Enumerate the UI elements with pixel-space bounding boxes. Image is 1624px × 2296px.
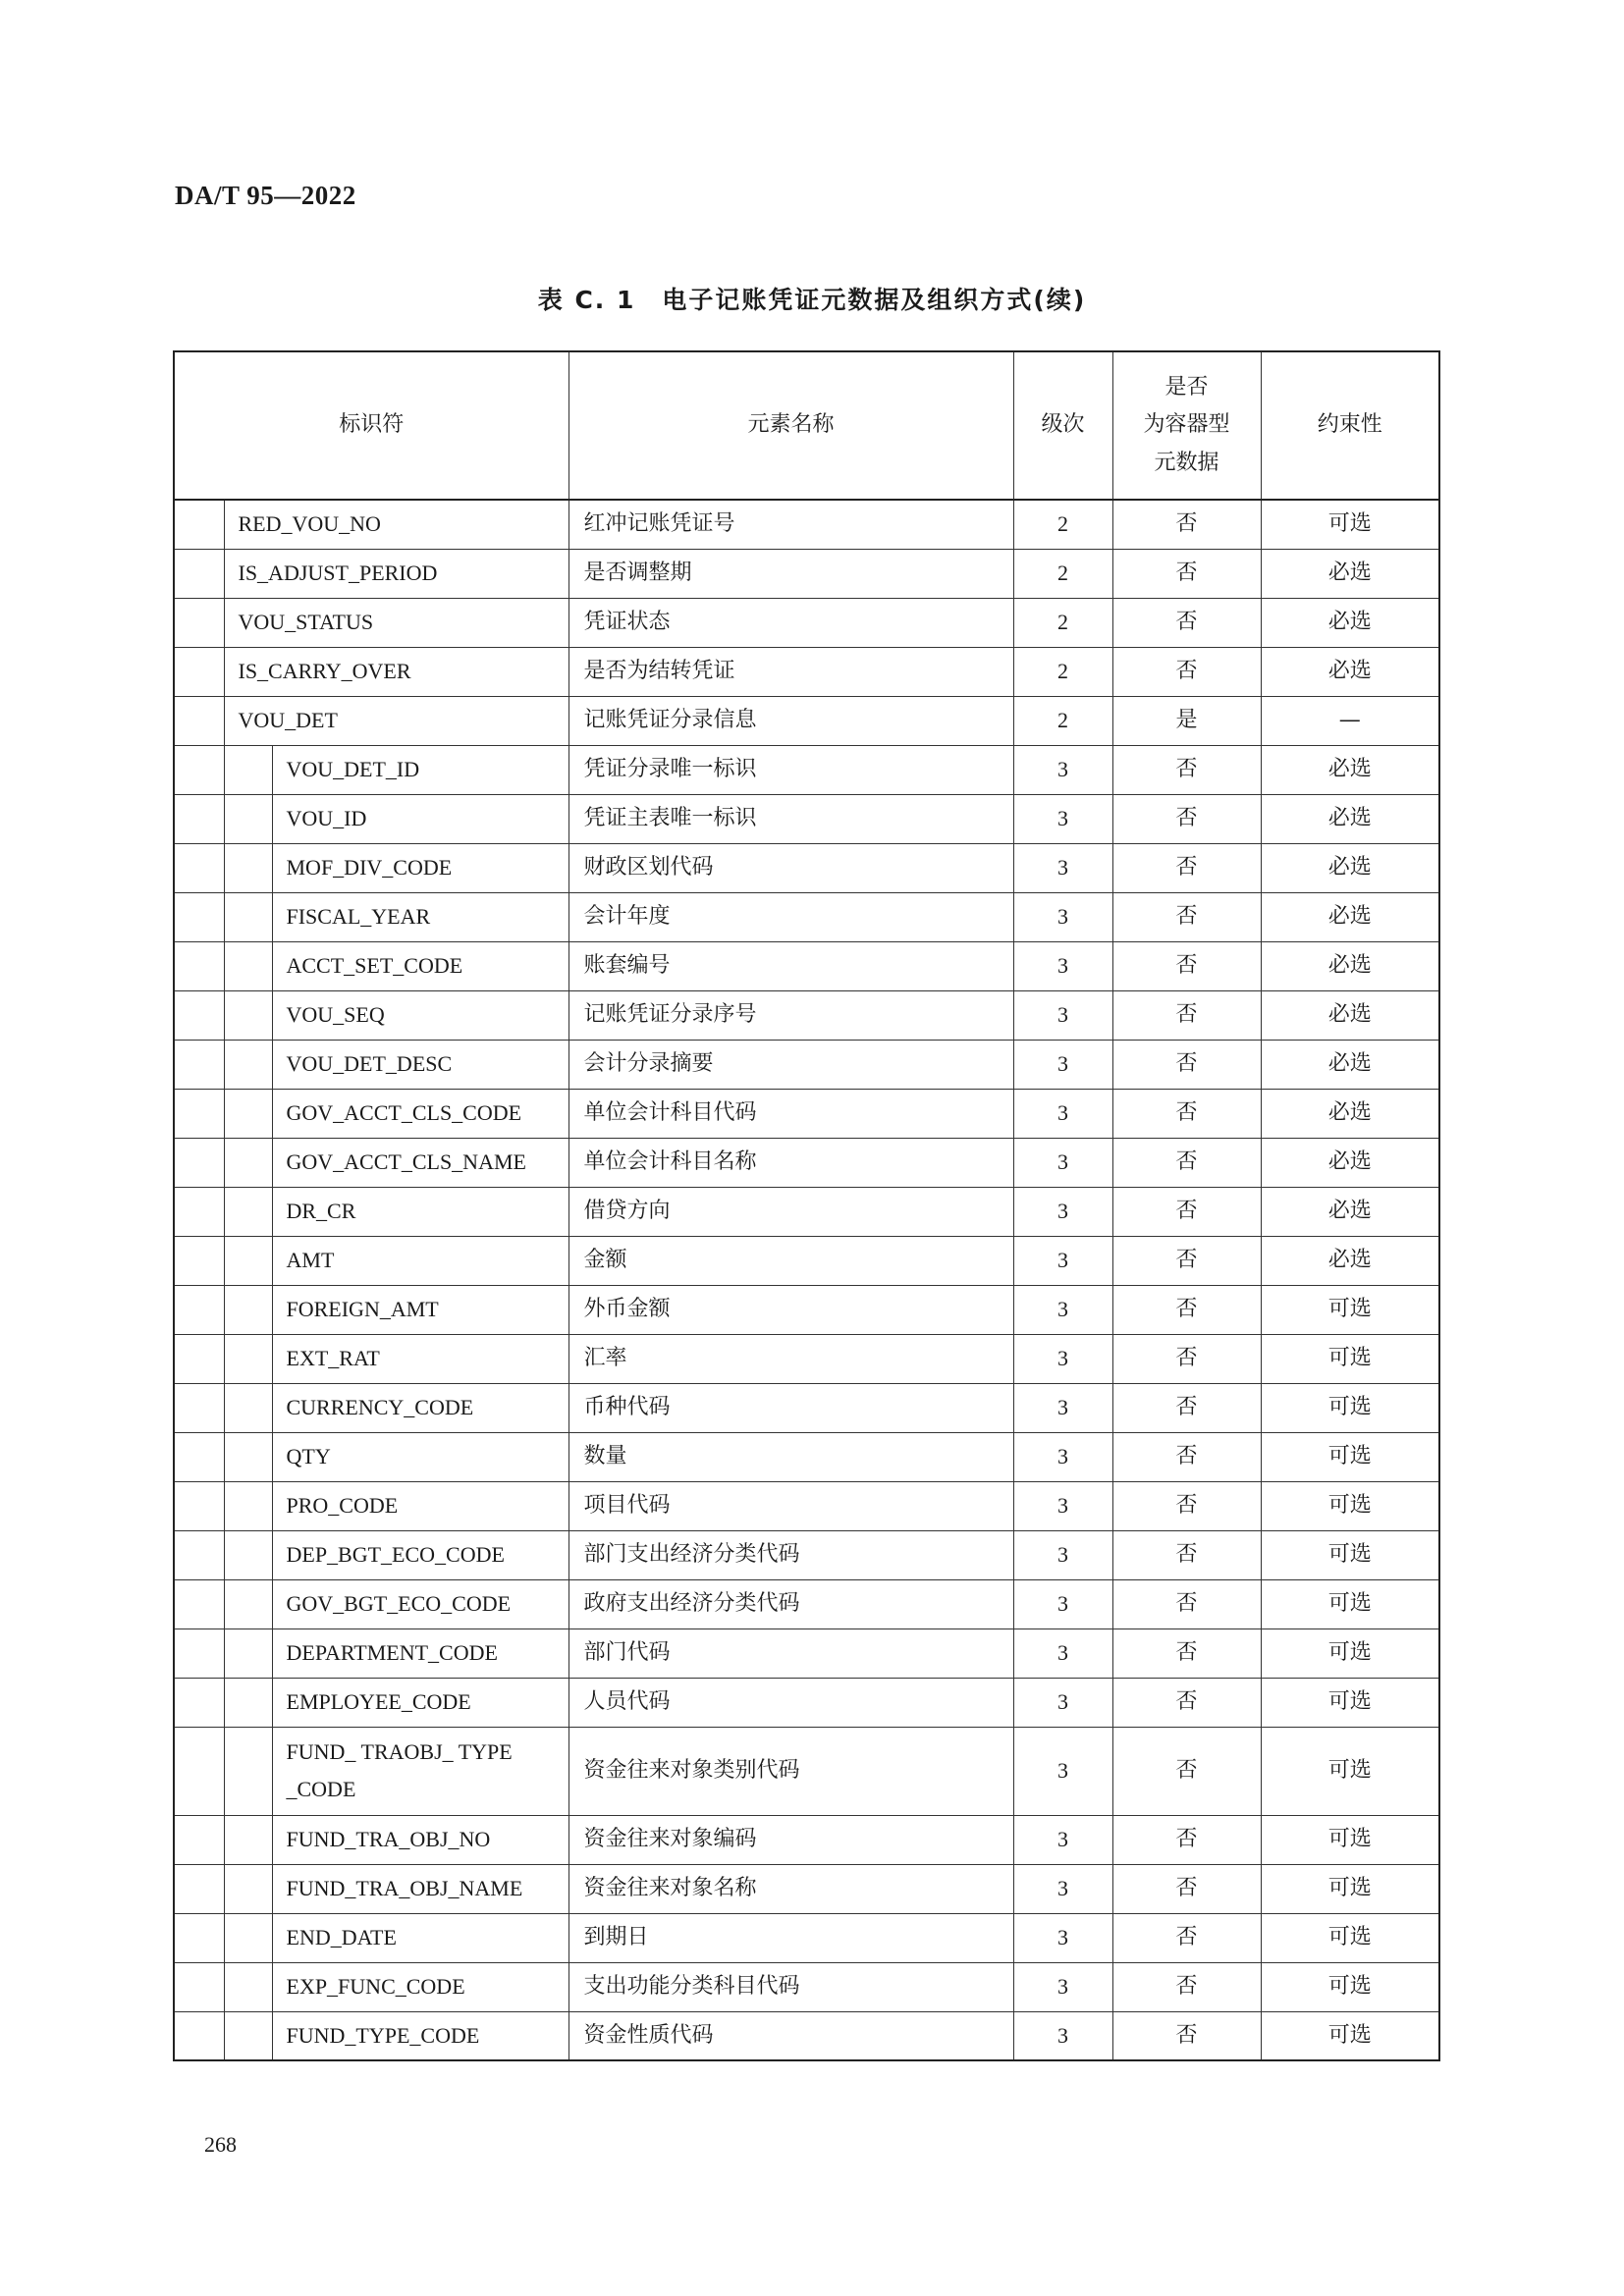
container-cell: 否	[1112, 843, 1261, 892]
header-container-line: 为容器型	[1143, 412, 1230, 438]
element-name-cell: 资金往来对象类别代码	[568, 1727, 1013, 1815]
container-cell: 否	[1112, 794, 1261, 843]
table-row	[174, 843, 1439, 892]
element-name-cell: 记账凭证分录信息	[568, 696, 1013, 745]
container-cell: 否	[1112, 1089, 1261, 1138]
indent-cell-level-2	[224, 941, 272, 990]
indent-cell-level-2	[224, 990, 272, 1040]
element-name-cell: 是否为结转凭证	[568, 647, 1013, 696]
indent-cell-level-2	[224, 1815, 272, 1864]
table-row	[174, 500, 1439, 549]
indent-cell-level-1	[174, 598, 224, 647]
level-cell: 3	[1013, 1727, 1112, 1815]
indent-cell-level-1	[174, 843, 224, 892]
level-cell: 3	[1013, 1962, 1112, 2011]
table-row	[174, 1579, 1439, 1629]
table-row	[174, 1138, 1439, 1187]
element-name-cell: 资金往来对象编码	[568, 1815, 1013, 1864]
table-row	[174, 1040, 1439, 1089]
indent-cell-level-2	[224, 1579, 272, 1629]
indent-cell-level-1	[174, 1727, 224, 1815]
table-title: 表 C. 1 电子记账凭证元数据及组织方式(续)	[537, 286, 1087, 314]
level-cell: 3	[1013, 892, 1112, 941]
identifier-cell: FUND_TRA_OBJ_NO	[272, 1815, 568, 1864]
table-row	[174, 549, 1439, 598]
identifier-cell: EMPLOYEE_CODE	[272, 1678, 568, 1727]
indent-cell-level-1	[174, 1040, 224, 1089]
indent-cell-level-2	[224, 745, 272, 794]
indent-cell-level-2	[224, 1962, 272, 2011]
level-cell: 3	[1013, 941, 1112, 990]
element-name-cell: 金额	[568, 1236, 1013, 1285]
level-cell: 3	[1013, 1138, 1112, 1187]
identifier-cell: EXP_FUNC_CODE	[272, 1962, 568, 2011]
level-cell: 2	[1013, 549, 1112, 598]
constraint-cell: 可选	[1261, 1913, 1439, 1962]
level-cell: 2	[1013, 500, 1112, 549]
level-cell: 2	[1013, 598, 1112, 647]
indent-cell-level-2	[224, 794, 272, 843]
container-cell: 否	[1112, 1727, 1261, 1815]
indent-cell-level-1	[174, 2011, 224, 2060]
indent-cell-level-2	[224, 1432, 272, 1481]
identifier-cell: GOV_BGT_ECO_CODE	[272, 1579, 568, 1629]
identifier-cell: DEP_BGT_ECO_CODE	[272, 1530, 568, 1579]
indent-cell-level-1	[174, 500, 224, 549]
indent-cell-level-2	[224, 892, 272, 941]
table-row	[174, 1864, 1439, 1913]
indent-cell-level-1	[174, 1138, 224, 1187]
table-row	[174, 1236, 1439, 1285]
indent-cell-level-2	[224, 1383, 272, 1432]
level-cell: 3	[1013, 1432, 1112, 1481]
container-cell: 否	[1112, 1913, 1261, 1962]
indent-cell-level-1	[174, 1530, 224, 1579]
level-cell: 3	[1013, 1864, 1112, 1913]
table-row	[174, 647, 1439, 696]
identifier-cell: EXT_RAT	[272, 1334, 568, 1383]
indent-cell-level-1	[174, 549, 224, 598]
element-name-cell: 资金性质代码	[568, 2011, 1013, 2060]
constraint-cell: 可选	[1261, 1481, 1439, 1530]
level-cell: 2	[1013, 647, 1112, 696]
indent-cell-level-2	[224, 1236, 272, 1285]
metadata-table	[173, 350, 1440, 2061]
element-name-cell: 政府支出经济分类代码	[568, 1579, 1013, 1629]
indent-cell-level-2	[224, 1864, 272, 1913]
identifier-cell: MOF_DIV_CODE	[272, 843, 568, 892]
indent-cell-level-1	[174, 1187, 224, 1236]
constraint-cell: 必选	[1261, 745, 1439, 794]
container-cell: 否	[1112, 990, 1261, 1040]
indent-cell-level-1	[174, 1236, 224, 1285]
container-cell: 否	[1112, 1236, 1261, 1285]
table-row	[174, 794, 1439, 843]
table-row	[174, 1727, 1439, 1815]
constraint-cell: 可选	[1261, 1285, 1439, 1334]
element-name-cell: 是否调整期	[568, 549, 1013, 598]
table-row	[174, 1334, 1439, 1383]
container-cell: 否	[1112, 1962, 1261, 2011]
indent-cell-level-1	[174, 696, 224, 745]
identifier-cell: ACCT_SET_CODE	[272, 941, 568, 990]
identifier-cell: FISCAL_YEAR	[272, 892, 568, 941]
element-name-cell: 部门支出经济分类代码	[568, 1530, 1013, 1579]
level-cell: 3	[1013, 843, 1112, 892]
container-cell: 否	[1112, 892, 1261, 941]
document-code: DA/T 95—2022	[175, 181, 356, 210]
constraint-cell: 必选	[1261, 598, 1439, 647]
element-name-cell: 红冲记账凭证号	[568, 500, 1013, 549]
indent-cell-level-1	[174, 1383, 224, 1432]
constraint-cell: 必选	[1261, 843, 1439, 892]
constraint-cell: 可选	[1261, 1864, 1439, 1913]
element-name-cell: 资金往来对象名称	[568, 1864, 1013, 1913]
indent-cell-level-1	[174, 1089, 224, 1138]
element-name-cell: 人员代码	[568, 1678, 1013, 1727]
level-cell: 2	[1013, 696, 1112, 745]
container-cell: 否	[1112, 1334, 1261, 1383]
header-container	[1112, 351, 1261, 500]
table-row	[174, 1962, 1439, 2011]
container-cell: 是	[1112, 696, 1261, 745]
indent-cell-level-2	[224, 1530, 272, 1579]
indent-cell-level-2	[224, 1678, 272, 1727]
level-cell: 3	[1013, 745, 1112, 794]
identifier-cell: VOU_DET	[224, 696, 568, 745]
indent-cell-level-2	[224, 1481, 272, 1530]
identifier-cell: IS_ADJUST_PERIOD	[224, 549, 568, 598]
constraint-cell: 可选	[1261, 1962, 1439, 2011]
constraint-cell: 可选	[1261, 1530, 1439, 1579]
indent-cell-level-2	[224, 1727, 272, 1815]
constraint-cell: 可选	[1261, 1727, 1439, 1815]
element-name-cell: 凭证主表唯一标识	[568, 794, 1013, 843]
constraint-cell: —	[1261, 696, 1439, 745]
constraint-cell: 可选	[1261, 1579, 1439, 1629]
container-cell: 否	[1112, 745, 1261, 794]
indent-cell-level-2	[224, 843, 272, 892]
indent-cell-level-1	[174, 990, 224, 1040]
header-identifier: 标识符	[174, 351, 568, 500]
identifier-cell: DEPARTMENT_CODE	[272, 1629, 568, 1678]
identifier-cell: GOV_ACCT_CLS_CODE	[272, 1089, 568, 1138]
element-name-cell: 会计年度	[568, 892, 1013, 941]
container-cell: 否	[1112, 549, 1261, 598]
header-element-name: 元素名称	[568, 351, 1013, 500]
element-name-cell: 账套编号	[568, 941, 1013, 990]
level-cell: 3	[1013, 1579, 1112, 1629]
level-cell: 3	[1013, 990, 1112, 1040]
indent-cell-level-1	[174, 1629, 224, 1678]
constraint-cell: 必选	[1261, 892, 1439, 941]
indent-cell-level-2	[224, 1089, 272, 1138]
constraint-cell: 可选	[1261, 1629, 1439, 1678]
element-name-cell: 单位会计科目名称	[568, 1138, 1013, 1187]
level-cell: 3	[1013, 1629, 1112, 1678]
indent-cell-level-2	[224, 1138, 272, 1187]
identifier-cell: VOU_DET_ID	[272, 745, 568, 794]
constraint-cell: 可选	[1261, 2011, 1439, 2060]
level-cell: 3	[1013, 1040, 1112, 1089]
container-cell: 否	[1112, 1629, 1261, 1678]
indent-cell-level-1	[174, 1334, 224, 1383]
level-cell: 3	[1013, 1481, 1112, 1530]
indent-cell-level-1	[174, 1481, 224, 1530]
indent-cell-level-1	[174, 892, 224, 941]
table-row	[174, 1815, 1439, 1864]
table-row	[174, 941, 1439, 990]
identifier-cell: VOU_ID	[272, 794, 568, 843]
container-cell: 否	[1112, 1530, 1261, 1579]
constraint-cell: 必选	[1261, 647, 1439, 696]
indent-cell-level-2	[224, 1040, 272, 1089]
container-cell: 否	[1112, 1187, 1261, 1236]
constraint-cell: 可选	[1261, 1432, 1439, 1481]
level-cell: 3	[1013, 1530, 1112, 1579]
container-cell: 否	[1112, 500, 1261, 549]
indent-cell-level-1	[174, 745, 224, 794]
indent-cell-level-2	[224, 1187, 272, 1236]
element-name-cell: 借贷方向	[568, 1187, 1013, 1236]
constraint-cell: 必选	[1261, 990, 1439, 1040]
container-cell: 否	[1112, 941, 1261, 990]
indent-cell-level-1	[174, 647, 224, 696]
constraint-cell: 可选	[1261, 1383, 1439, 1432]
header-level: 级次	[1013, 351, 1112, 500]
table-row	[174, 1187, 1439, 1236]
element-name-cell: 汇率	[568, 1334, 1013, 1383]
identifier-cell: DR_CR	[272, 1187, 568, 1236]
table-body	[174, 500, 1439, 2060]
identifier-cell: END_DATE	[272, 1913, 568, 1962]
table-row	[174, 1913, 1439, 1962]
container-cell: 否	[1112, 1481, 1261, 1530]
constraint-cell: 可选	[1261, 500, 1439, 549]
level-cell: 3	[1013, 1383, 1112, 1432]
table-row	[174, 696, 1439, 745]
table-row	[174, 2011, 1439, 2060]
constraint-cell: 必选	[1261, 1236, 1439, 1285]
identifier-cell: CURRENCY_CODE	[272, 1383, 568, 1432]
level-cell: 3	[1013, 1334, 1112, 1383]
constraint-cell: 必选	[1261, 794, 1439, 843]
container-cell: 否	[1112, 1579, 1261, 1629]
indent-cell-level-1	[174, 1579, 224, 1629]
container-cell: 否	[1112, 2011, 1261, 2060]
element-name-cell: 记账凭证分录序号	[568, 990, 1013, 1040]
indent-cell-level-2	[224, 1285, 272, 1334]
container-cell: 否	[1112, 1138, 1261, 1187]
constraint-cell: 必选	[1261, 1040, 1439, 1089]
table-row	[174, 1678, 1439, 1727]
indent-cell-level-2	[224, 1913, 272, 1962]
container-cell: 否	[1112, 1383, 1261, 1432]
indent-cell-level-1	[174, 1962, 224, 2011]
identifier-cell: VOU_SEQ	[272, 990, 568, 1040]
element-name-cell: 单位会计科目代码	[568, 1089, 1013, 1138]
indent-cell-level-2	[224, 1629, 272, 1678]
indent-cell-level-2	[224, 2011, 272, 2060]
table-row	[174, 1285, 1439, 1334]
indent-cell-level-1	[174, 1815, 224, 1864]
table-row	[174, 1089, 1439, 1138]
constraint-cell: 必选	[1261, 549, 1439, 598]
indent-cell-level-1	[174, 1432, 224, 1481]
header-container-line: 是否	[1164, 374, 1209, 400]
identifier-cell: FOREIGN_AMT	[272, 1285, 568, 1334]
element-name-cell: 部门代码	[568, 1629, 1013, 1678]
indent-cell-level-1	[174, 1678, 224, 1727]
table-row	[174, 1383, 1439, 1432]
element-name-cell: 外币金额	[568, 1285, 1013, 1334]
table-row	[174, 990, 1439, 1040]
header-container-line: 元数据	[1154, 450, 1219, 475]
identifier-cell: AMT	[272, 1236, 568, 1285]
constraint-cell: 必选	[1261, 1089, 1439, 1138]
level-cell: 3	[1013, 794, 1112, 843]
indent-cell-level-2	[224, 1334, 272, 1383]
level-cell: 3	[1013, 2011, 1112, 2060]
indent-cell-level-1	[174, 794, 224, 843]
element-name-cell: 项目代码	[568, 1481, 1013, 1530]
constraint-cell: 必选	[1261, 1187, 1439, 1236]
identifier-cell: FUND_TRA_OBJ_NAME	[272, 1864, 568, 1913]
constraint-cell: 可选	[1261, 1678, 1439, 1727]
header-constraint: 约束性	[1261, 351, 1439, 500]
table-row	[174, 598, 1439, 647]
page-number: 268	[204, 2132, 237, 2157]
element-name-cell: 数量	[568, 1432, 1013, 1481]
identifier-cell: FUND_ TRAOBJ_ TYPE _CODE	[272, 1727, 568, 1815]
container-cell: 否	[1112, 647, 1261, 696]
container-cell: 否	[1112, 1815, 1261, 1864]
constraint-cell: 必选	[1261, 1138, 1439, 1187]
container-cell: 否	[1112, 1864, 1261, 1913]
container-cell: 否	[1112, 1432, 1261, 1481]
indent-cell-level-1	[174, 941, 224, 990]
indent-cell-level-1	[174, 1285, 224, 1334]
level-cell: 3	[1013, 1236, 1112, 1285]
level-cell: 3	[1013, 1913, 1112, 1962]
identifier-cell: VOU_DET_DESC	[272, 1040, 568, 1089]
element-name-cell: 到期日	[568, 1913, 1013, 1962]
identifier-cell: VOU_STATUS	[224, 598, 568, 647]
constraint-cell: 可选	[1261, 1815, 1439, 1864]
table-row	[174, 1629, 1439, 1678]
container-cell: 否	[1112, 1678, 1261, 1727]
indent-cell-level-1	[174, 1864, 224, 1913]
identifier-cell: PRO_CODE	[272, 1481, 568, 1530]
element-name-cell: 会计分录摘要	[568, 1040, 1013, 1089]
container-cell: 否	[1112, 1285, 1261, 1334]
element-name-cell: 财政区划代码	[568, 843, 1013, 892]
level-cell: 3	[1013, 1089, 1112, 1138]
element-name-cell: 凭证状态	[568, 598, 1013, 647]
element-name-cell: 支出功能分类科目代码	[568, 1962, 1013, 2011]
constraint-cell: 必选	[1261, 941, 1439, 990]
identifier-cell: GOV_ACCT_CLS_NAME	[272, 1138, 568, 1187]
identifier-cell: IS_CARRY_OVER	[224, 647, 568, 696]
identifier-cell: RED_VOU_NO	[224, 500, 568, 549]
element-name-cell: 凭证分录唯一标识	[568, 745, 1013, 794]
identifier-cell: QTY	[272, 1432, 568, 1481]
table-header-row	[174, 351, 1439, 500]
table-row	[174, 1481, 1439, 1530]
constraint-cell: 可选	[1261, 1334, 1439, 1383]
identifier-cell: FUND_TYPE_CODE	[272, 2011, 568, 2060]
level-cell: 3	[1013, 1815, 1112, 1864]
level-cell: 3	[1013, 1187, 1112, 1236]
element-name-cell: 币种代码	[568, 1383, 1013, 1432]
table-row	[174, 1432, 1439, 1481]
table-row	[174, 892, 1439, 941]
indent-cell-level-1	[174, 1913, 224, 1962]
level-cell: 3	[1013, 1285, 1112, 1334]
table-row	[174, 1530, 1439, 1579]
container-cell: 否	[1112, 598, 1261, 647]
table-row	[174, 745, 1439, 794]
level-cell: 3	[1013, 1678, 1112, 1727]
container-cell: 否	[1112, 1040, 1261, 1089]
